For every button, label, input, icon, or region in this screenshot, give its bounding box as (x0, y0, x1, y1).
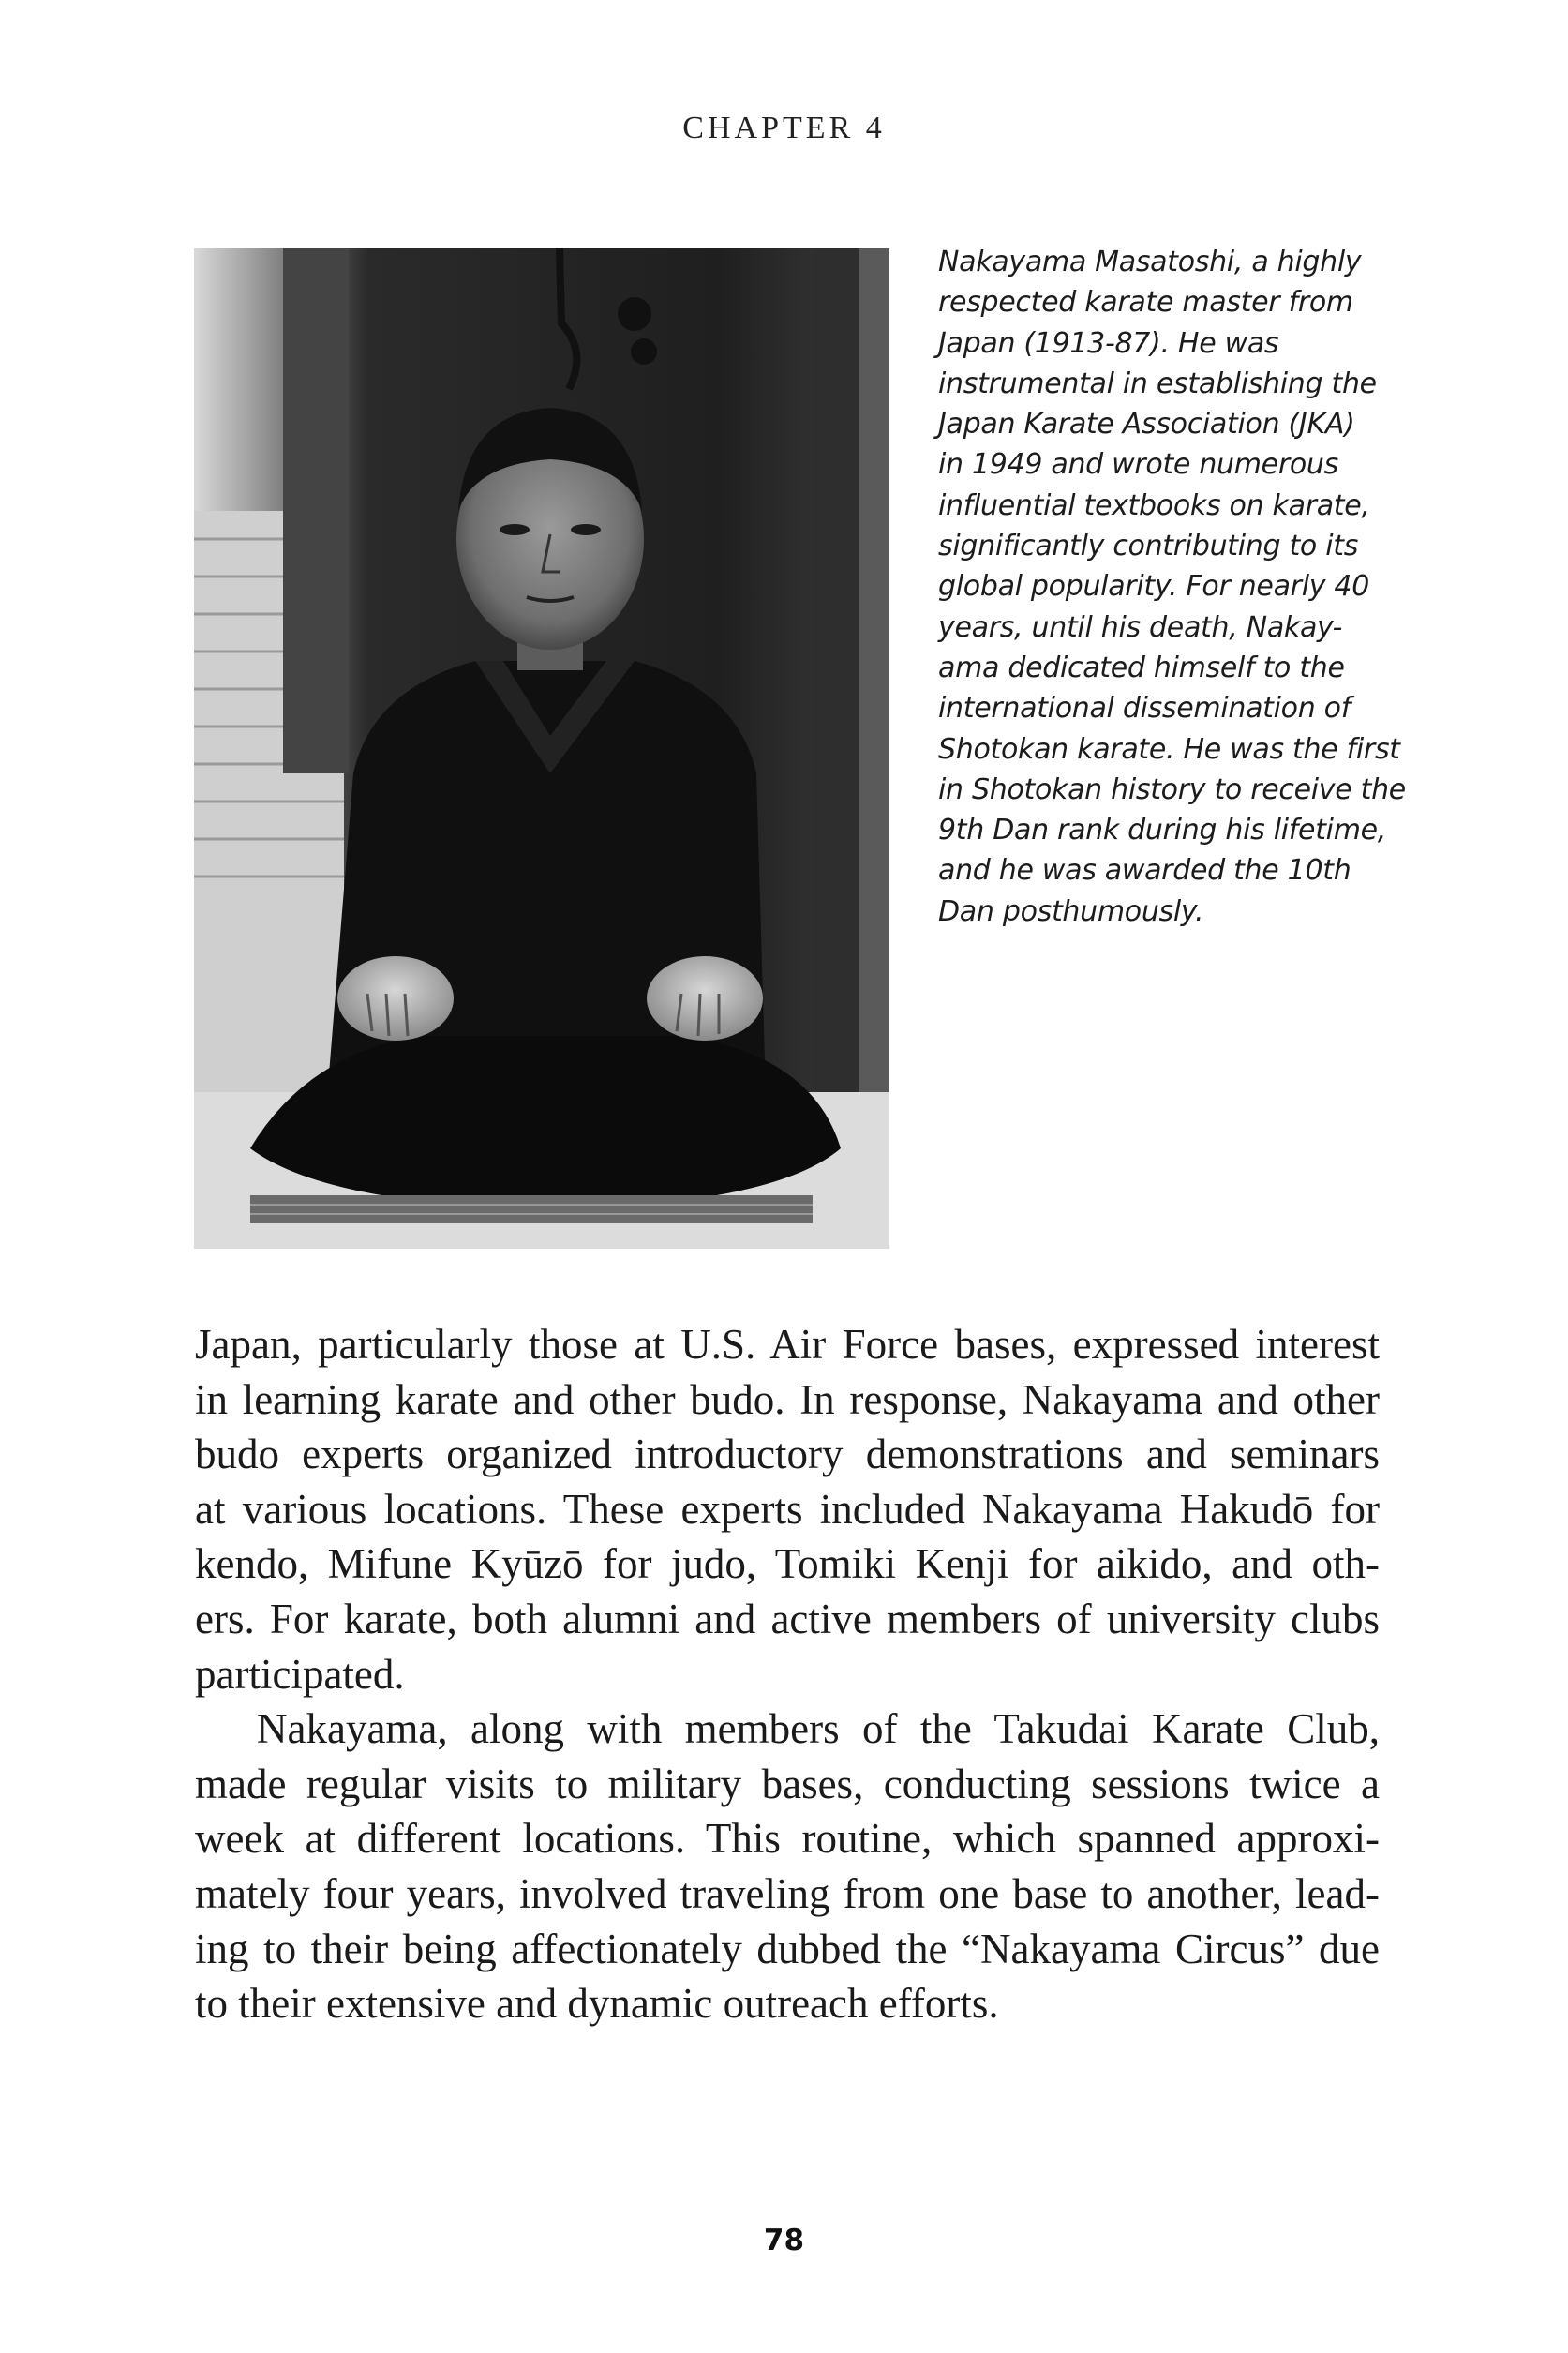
text-line: kendo, Mifune Kyūzō for judo, Tomiki Kenji for aikido, and oth- (195, 1540, 1380, 1588)
text-line: mately four years, involved traveling from one base to another, lead- (195, 1869, 1380, 1917)
text-line: made regular visits to military bases, conducting sessions twice a (195, 1760, 1380, 1807)
text-line: ers. For karate, both alumni and active members of university clubs (195, 1595, 1380, 1642)
body-text (195, 1317, 1380, 2031)
text-line: participated. (195, 1650, 405, 1698)
caption-line: years, until his death, Nakay- (938, 610, 1342, 644)
paragraph-1 (195, 1317, 1380, 1701)
text-line: in learning karate and other budo. In response, Nakayama and other (195, 1375, 1380, 1423)
text-line: week at different locations. This routine, which spanned approxi- (195, 1815, 1380, 1863)
photo-caption (938, 242, 1406, 932)
text-line: to their extensive and dynamic outreach efforts. (195, 1980, 999, 2028)
portrait-photo (194, 248, 889, 1249)
caption-line: international dissemination of (938, 692, 1351, 726)
text-line: Japan, particularly those at U.S. Air Force bases, expressed interest (195, 1321, 1380, 1368)
text-line: Nakayama, along with members of the Takudai Karate Club, (257, 1705, 1380, 1753)
caption-line: Japan (1913-87). He was (938, 326, 1279, 360)
caption-line: in 1949 and wrote numerous (938, 448, 1338, 482)
caption-line: instrumental in establishing the (938, 367, 1377, 400)
text-line: budo experts organized introductory demonstrations and seminars (195, 1431, 1380, 1478)
caption-line: respected karate master from (938, 286, 1353, 320)
caption-line: Dan posthumously. (938, 894, 1204, 928)
caption-line: 9th Dan rank during his lifetime, (938, 814, 1387, 847)
page-number: 78 (763, 2224, 805, 2257)
caption-line: and he was awarded the 10th (938, 854, 1351, 888)
paragraph-2 (195, 1701, 1380, 2031)
caption-line: Japan Karate Association (JKA) (938, 408, 1355, 442)
caption-line: global popularity. For nearly 40 (938, 570, 1369, 604)
caption-line: in Shotokan history to receive the (938, 772, 1406, 806)
caption-line: influential textbooks on karate, (938, 488, 1370, 522)
caption-line: Shotokan karate. He was the first (938, 732, 1400, 766)
running-head: CHAPTER 4 (682, 111, 886, 145)
text-line: ing to their being affectionately dubbed the “Nakayama Circus” due (195, 1925, 1380, 1972)
caption-line: significantly contributing to its (938, 530, 1359, 563)
caption-line: Nakayama Masatoshi, a highly (938, 246, 1362, 278)
text-line: at various locations. These experts included Nakayama Hakudō for (195, 1485, 1380, 1533)
caption-line: ama dedicated himself to the (938, 651, 1345, 684)
